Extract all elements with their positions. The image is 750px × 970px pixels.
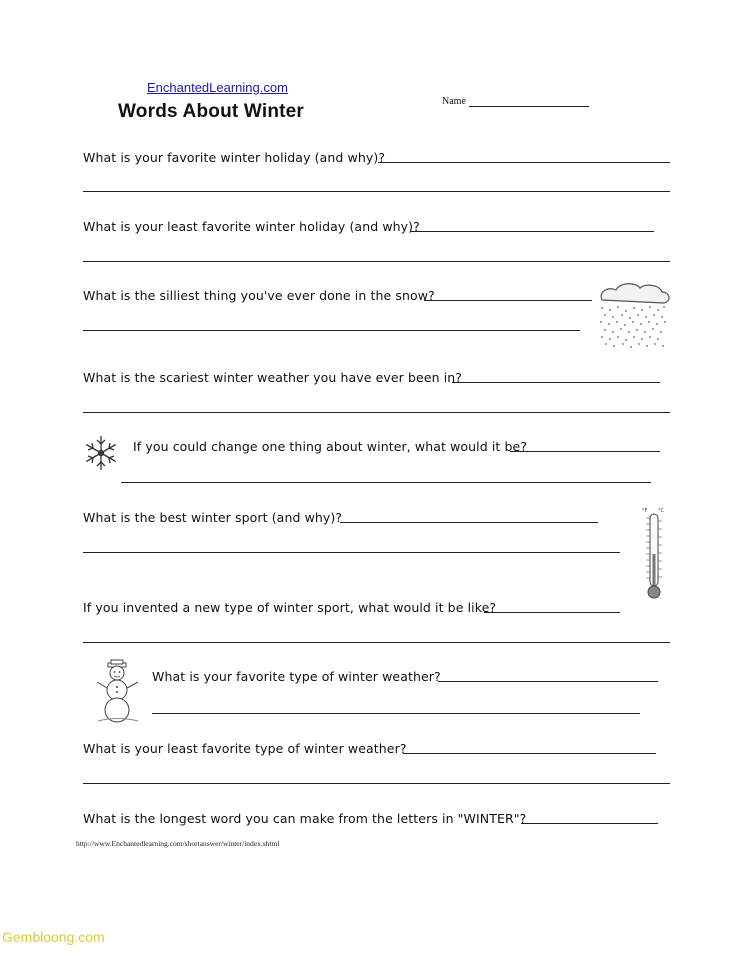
answer-line[interactable] [378,162,670,163]
answer-line[interactable] [340,522,598,523]
question-8: What is your favorite type of winter weather? [152,669,441,684]
watermark: Gembloong.com [2,929,105,945]
question-10: What is the longest word you can make from the letters in "WINTER"? [83,811,527,826]
question-6: What is the best winter sport (and why)? [83,510,343,525]
question-9: What is your least favorite type of winter weather? [83,741,407,756]
answer-line[interactable] [510,451,660,452]
snow-cloud-icon [596,282,672,350]
question-3: What is the silliest thing you've ever done in the snow? [83,288,435,303]
question-4: What is the scariest winter weather you have ever been in? [83,370,463,385]
answer-line[interactable] [121,482,651,483]
site-link[interactable]: EnchantedLearning.com [147,80,288,95]
snowman-icon [94,660,142,722]
footer-url[interactable]: http://www.Enchantedlearning.com/shortanswer/winter/index.shtml [76,839,280,848]
page-title: Words About Winter [118,101,305,122]
answer-line[interactable] [410,231,654,232]
fahrenheit-label: °F [642,508,648,514]
answer-line[interactable] [83,191,670,192]
answer-line[interactable] [83,642,670,643]
answer-line[interactable] [83,412,670,413]
snowflake-icon [82,434,120,472]
question-7: If you invented a new type of winter sport, what would it be like? [83,600,497,615]
question-1: What is your favorite winter holiday (and why)? [83,150,386,165]
answer-line[interactable] [438,681,658,682]
answer-line[interactable] [452,382,660,383]
question-5: If you could change one thing about winter, what would it be? [133,439,528,454]
answer-line[interactable] [83,330,580,331]
answer-line[interactable] [83,552,620,553]
answer-line[interactable] [403,753,656,754]
answer-line[interactable] [152,713,640,714]
answer-line[interactable] [424,300,592,301]
answer-line[interactable] [83,261,670,262]
answer-line[interactable] [83,783,670,784]
celsius-label: °C [658,508,664,514]
answer-line[interactable] [484,612,620,613]
name-answer-line[interactable] [469,106,589,107]
thermometer-icon [638,504,670,600]
question-2: What is your least favorite winter holiday (and why)? [83,219,420,234]
answer-line[interactable] [521,823,658,824]
name-label: Name [442,96,466,107]
